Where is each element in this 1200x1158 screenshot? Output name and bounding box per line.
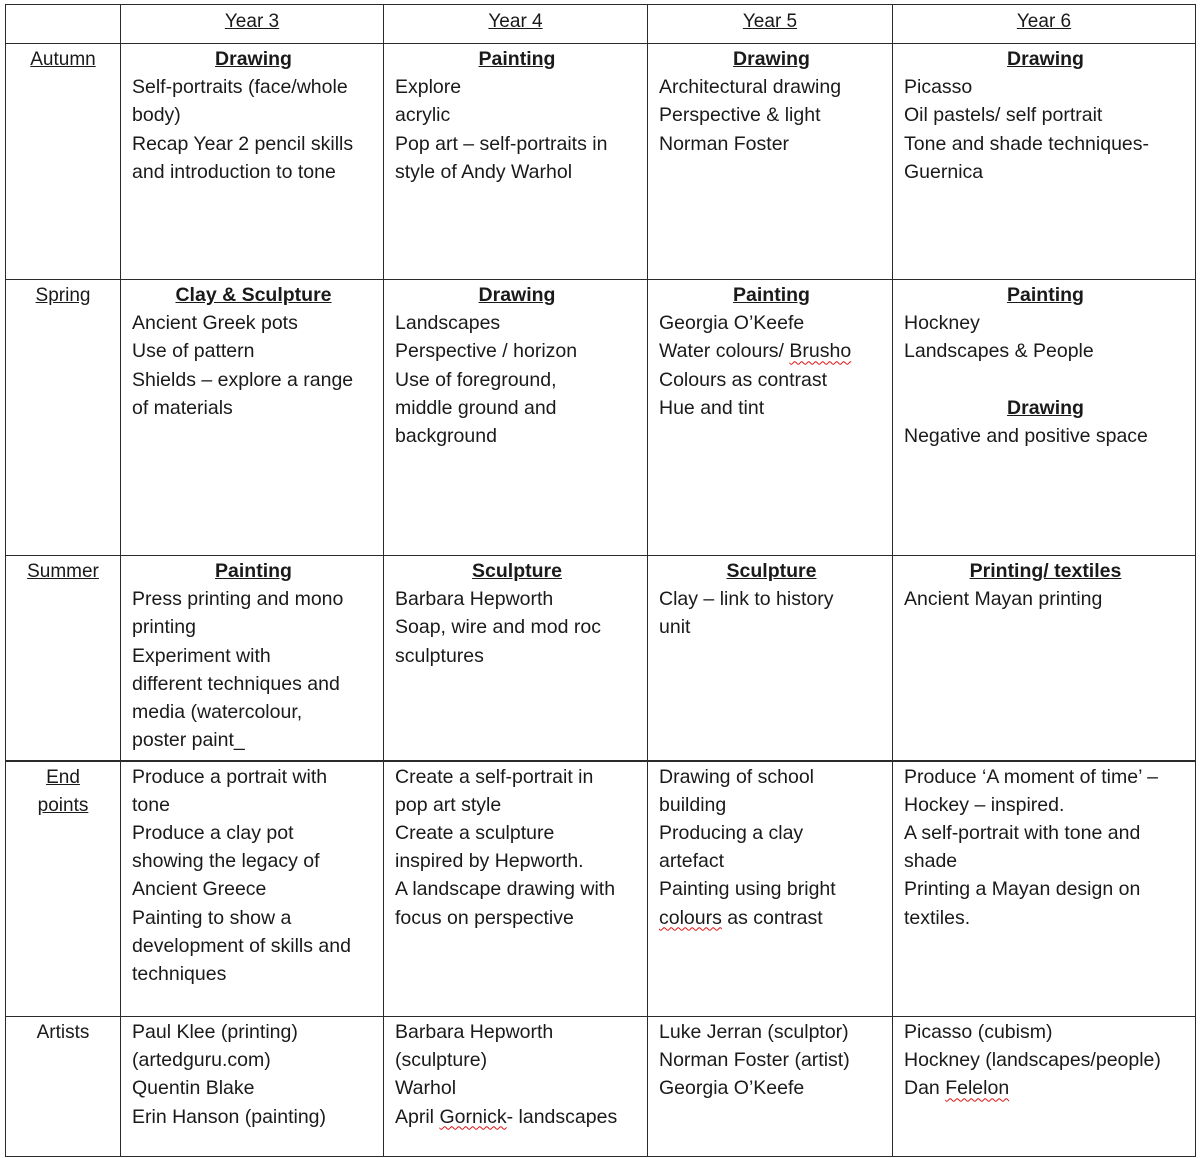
cell-line: Barbara Hepworth [395, 588, 554, 611]
cell-line: Erin Hanson (painting) [132, 1105, 327, 1128]
cell-line: Luke Jerran (sculptor) [659, 1021, 849, 1043]
cell-line: Create a sculpture [395, 821, 555, 844]
cell-line: A landscape drawing with [395, 878, 616, 901]
section-title: Painting [1007, 284, 1084, 306]
cell-artists-year-4 [384, 1017, 648, 1157]
cell-line: Paul Klee (printing) [132, 1021, 298, 1043]
cell-line: Hockney [904, 312, 980, 335]
cell-line: Perspective / horizon [395, 340, 578, 363]
cell-line: Oil pastels/ self portrait [904, 104, 1103, 127]
cell-line: artefact [659, 850, 725, 873]
cell-summer-year-3 [121, 556, 384, 761]
header-label: Year 4 [488, 11, 543, 32]
row-label: Summer [27, 561, 99, 582]
spellcheck-underline: colours [659, 906, 722, 929]
row-label-artists [6, 1017, 121, 1157]
cell-end-points-year-6 [893, 761, 1196, 1017]
cell-line: development of skills and [132, 934, 351, 957]
cell-line: style of Andy Warhol [395, 160, 573, 183]
header-year-6 [893, 5, 1196, 44]
cell-end-points-year-4 [384, 761, 648, 1017]
cell-line: Self-portraits (face/whole [132, 76, 348, 99]
cell-autumn-year-4 [384, 44, 648, 280]
cell-line: body) [132, 104, 181, 127]
cell-line: A self-portrait with tone and [904, 821, 1141, 844]
row-label-spring [6, 280, 121, 556]
cell-line: (sculpture) [395, 1049, 488, 1072]
cell-summer-year-4 [384, 556, 648, 761]
cell-line: Warhol [395, 1077, 457, 1100]
row-label-summer [6, 556, 121, 761]
cell-line: Experiment with [132, 644, 271, 667]
header-label: Year 5 [742, 11, 798, 32]
cell-line: Pop art – self-portraits in [395, 132, 608, 155]
cell-line: Use of foreground, [395, 368, 557, 391]
cell-line: Producing a clay [659, 821, 804, 844]
row-autumn [6, 44, 1196, 280]
cell-line: April Gornick- landscapes [395, 1105, 618, 1128]
cell-line: and introduction to tone [132, 160, 336, 183]
cell-line: Painting to show a [132, 906, 292, 929]
cell-line: Create a self-portrait in [395, 765, 594, 788]
spellcheck-underline: Gornick [439, 1105, 507, 1128]
cell-line: Painting using bright [659, 878, 836, 901]
spacer [904, 366, 1187, 394]
cell-artists-year-6 [893, 1017, 1196, 1157]
cell-line: Produce a clay pot [132, 821, 294, 844]
cell-summer-year-6 [893, 556, 1196, 761]
header-label: Year 6 [1016, 11, 1072, 32]
cell-line: techniques [132, 962, 227, 985]
spellcheck-underline: Felelon [945, 1077, 1010, 1100]
cell-line: of materials [132, 396, 233, 419]
section-title: Printing/ textiles [969, 560, 1122, 582]
row-spring [6, 280, 1196, 556]
cell-line: Landscapes [395, 312, 501, 335]
cell-artists-year-5 [648, 1017, 893, 1157]
section-title: Painting [733, 284, 810, 306]
cell-line: Recap Year 2 pencil skills [132, 132, 354, 155]
cell-line: unit [659, 616, 691, 639]
cell-line: Water colours/ Brusho [659, 340, 852, 363]
cell-line: Barbara Hepworth [395, 1021, 554, 1043]
cell-line: Hockey – inspired. [904, 793, 1065, 816]
cell-line: Shields – explore a range [132, 368, 354, 391]
cell-line: Georgia O’Keefe [659, 312, 805, 335]
spellcheck-underline: Brusho [789, 340, 852, 363]
cell-line: Produce a portrait with [132, 765, 328, 788]
cell-spring-year-4 [384, 280, 648, 556]
cell-line: Printing a Mayan design on [904, 878, 1141, 901]
section-title: Sculpture [472, 560, 562, 582]
cell-line: Norman Foster [659, 132, 790, 155]
cell-line: acrylic [395, 104, 451, 127]
cell-line: Landscapes & People [904, 340, 1094, 363]
row-label: End [46, 766, 80, 788]
cell-line: Tone and shade techniques- [904, 132, 1150, 155]
header-year-4 [384, 5, 648, 44]
row-end-points [6, 761, 1196, 1017]
cell-line: focus on perspective [395, 906, 574, 929]
cell-spring-year-6 [893, 280, 1196, 556]
cell-line: middle ground and [395, 396, 557, 419]
cell-line: Produce ‘A moment of time’ – [904, 765, 1158, 788]
cell-line: Soap, wire and mod roc [395, 616, 601, 639]
cell-line: building [659, 793, 727, 816]
header-year-5 [648, 5, 893, 44]
cell-line: Guernica [904, 160, 984, 183]
cell-line: Use of pattern [132, 340, 255, 363]
cell-line: Georgia O’Keefe [659, 1077, 805, 1100]
cell-line: Clay – link to history [659, 588, 834, 611]
cell-line: Press printing and mono [132, 588, 344, 611]
row-label-end-points [6, 761, 121, 1017]
header-year-3 [121, 5, 384, 44]
cell-line: Picasso [904, 76, 973, 99]
cell-autumn-year-6 [893, 44, 1196, 280]
section-title: Drawing [733, 48, 810, 70]
corner-header [6, 5, 120, 7]
cell-line: Hockney (landscapes/people) [904, 1049, 1161, 1072]
cell-line: Hue and tint [659, 396, 765, 419]
corner-cell [6, 5, 121, 44]
header-label: Year 3 [224, 11, 280, 32]
cell-line: printing [132, 616, 196, 639]
cell-line: Perspective & light [659, 104, 821, 127]
cell-end-points-year-3 [121, 761, 384, 1017]
section-title: Drawing [478, 284, 556, 306]
cell-line: (artedguru.com) [132, 1049, 271, 1072]
cell-autumn-year-3 [121, 44, 384, 280]
cell-line: Negative and positive space [904, 425, 1148, 447]
cell-line: colours as contrast [659, 906, 823, 929]
section-title: Drawing [1007, 48, 1084, 70]
cell-line: Explore [395, 76, 462, 99]
row-label: points [37, 794, 89, 816]
cell-line: inspired by Hepworth. [395, 850, 584, 873]
cell-spring-year-3 [121, 280, 384, 556]
header-row [6, 5, 1196, 44]
cell-line: Drawing of school [659, 765, 814, 788]
cell-line: showing the legacy of [132, 850, 320, 873]
cell-line: Ancient Greek pots [132, 312, 298, 335]
cell-line: Ancient Mayan printing [904, 588, 1103, 611]
section-title: Painting [478, 48, 556, 70]
cell-autumn-year-5 [648, 44, 893, 280]
cell-line: Norman Foster (artist) [659, 1049, 850, 1072]
cell-line: Architectural drawing [659, 76, 842, 99]
cell-line: poster paint_ [132, 729, 245, 752]
section-title: Sculpture [726, 560, 817, 582]
section-title: Drawing [1007, 396, 1084, 419]
section-title: Clay & Sculpture [175, 284, 332, 306]
cell-spring-year-5 [648, 280, 893, 556]
cell-line: Dan Felelon [904, 1077, 1010, 1100]
cell-line: shade [904, 850, 958, 873]
cell-summer-year-5 [648, 556, 893, 761]
section-title: Drawing [215, 48, 292, 70]
cell-end-points-year-5 [648, 761, 893, 1017]
row-label: Artists [36, 1022, 90, 1043]
cell-line: sculptures [395, 644, 484, 667]
cell-line: Colours as contrast [659, 368, 827, 391]
row-label: Spring [35, 285, 91, 306]
row-artists [6, 1017, 1196, 1157]
cell-line: Ancient Greece [132, 878, 267, 901]
cell-line: textiles. [904, 906, 971, 929]
cell-line: Picasso (cubism) [904, 1021, 1053, 1043]
cell-line: tone [132, 793, 170, 816]
cell-line: pop art style [395, 793, 502, 816]
cell-line: different techniques and [132, 672, 340, 695]
curriculum-table [5, 4, 1196, 1157]
cell-artists-year-3 [121, 1017, 384, 1157]
row-label-autumn [6, 44, 121, 280]
cell-line: Quentin Blake [132, 1077, 255, 1100]
cell-line: media (watercolour, [132, 701, 303, 724]
row-summer [6, 556, 1196, 761]
row-label: Autumn [30, 49, 96, 70]
section-title: Painting [215, 560, 292, 582]
cell-line: background [395, 425, 497, 448]
